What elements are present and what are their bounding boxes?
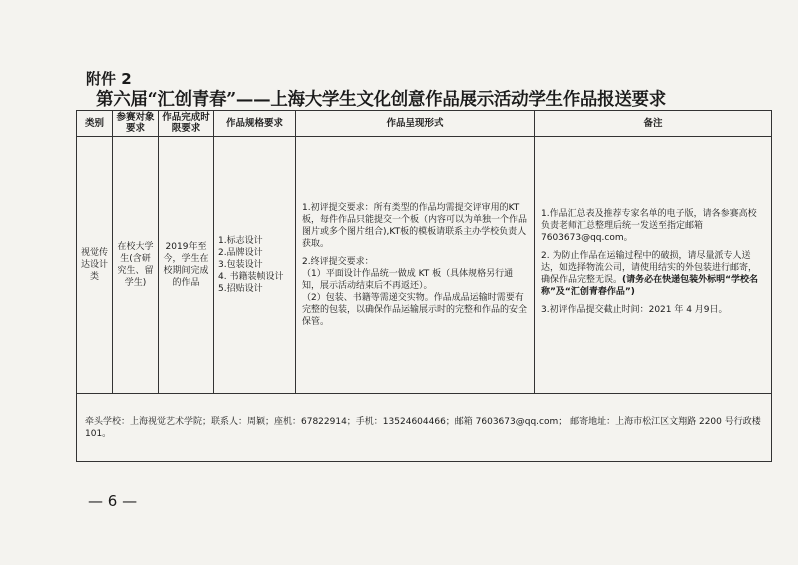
page-number: — 6 — bbox=[88, 492, 138, 510]
spec-item: 4. 书籍装帧设计 bbox=[218, 272, 284, 283]
spec-item: 5.招贴设计 bbox=[218, 284, 263, 295]
header-category: 类别 bbox=[77, 111, 113, 137]
cell-note bbox=[535, 136, 772, 394]
annex-label: 附件 2 bbox=[86, 70, 132, 88]
header-period: 作品完成时限要求 bbox=[159, 111, 214, 137]
form-paragraph-2-head: 2.终评提交要求： bbox=[302, 257, 374, 268]
note-paragraph-3: 3.初评作品提交截止时间：2021 年 4 月9日。 bbox=[541, 305, 728, 316]
table-row bbox=[77, 136, 772, 394]
spec-item: 1.标志设计 bbox=[218, 236, 263, 247]
header-note: 备注 bbox=[535, 111, 772, 137]
cell-period: 2019年至今，学生在校期间完成的作品 bbox=[159, 136, 214, 394]
cell-form bbox=[296, 136, 535, 394]
spec-item: 3.包装设计 bbox=[218, 260, 263, 271]
note-paragraph-2 bbox=[541, 250, 765, 298]
header-spec: 作品规格要求 bbox=[214, 111, 296, 137]
note-paragraph-2-emphasis: (请务必在快递包装外标明“学校名称”及“汇创青春作品”) bbox=[541, 275, 759, 298]
note-paragraph-1: 1.作品汇总表及推荐专家名单的电子版，请各参赛高校负责老师汇总整理后统一发送至指定邮箱 7603673@qq.com。 bbox=[541, 209, 757, 244]
cell-target: 在校大学生(含研究生、留学生) bbox=[113, 136, 159, 394]
cell-category: 视觉传达设计类 bbox=[77, 136, 113, 394]
footer-contact: 牵头学校：上海视觉艺术学院；联系人：周颖；座机：67822914；手机：13524604466；邮箱 7603673@qq.com； 邮寄地址：上海市松江区文翔路 2200 号行政楼 101。 bbox=[77, 394, 772, 462]
form-paragraph-2a: （1）平面设计作品统一做成 KT 板（具体规格另行通知，展示活动结束后不再返还）。 bbox=[302, 269, 514, 292]
table-header-row bbox=[77, 111, 772, 137]
cell-spec bbox=[214, 136, 296, 394]
header-form: 作品呈现形式 bbox=[296, 111, 535, 137]
table-footer-row bbox=[77, 394, 772, 462]
form-paragraph-2b: （2）包装、书籍等需递交实物。作品成品运输时需要有完整的包装，以确保作品运输展示时的完整和作品的安全保管。 bbox=[302, 293, 528, 328]
document-title: 第六届“汇创青春”——上海大学生文化创意作品展示活动学生作品报送要求 bbox=[96, 90, 666, 110]
spec-item: 2.品牌设计 bbox=[218, 248, 263, 259]
note-paragraph-2-text: 2. 为防止作品在运输过程中的破损，请尽量派专人送达，如选择物流公司，请使用结实的外包装进行邮寄，确保作品完整无误。 bbox=[541, 251, 758, 286]
header-target: 参赛对象要求 bbox=[113, 111, 159, 137]
requirements-table bbox=[76, 110, 772, 462]
form-paragraph-1: 1.初评提交要求：所有类型的作品均需提交评审用的KT板，每件作品只能提交一个板（内容可以为单独一个作品图片或多个图片组合),KT板的模板请联系主办学校负责人获取。 bbox=[302, 203, 528, 250]
